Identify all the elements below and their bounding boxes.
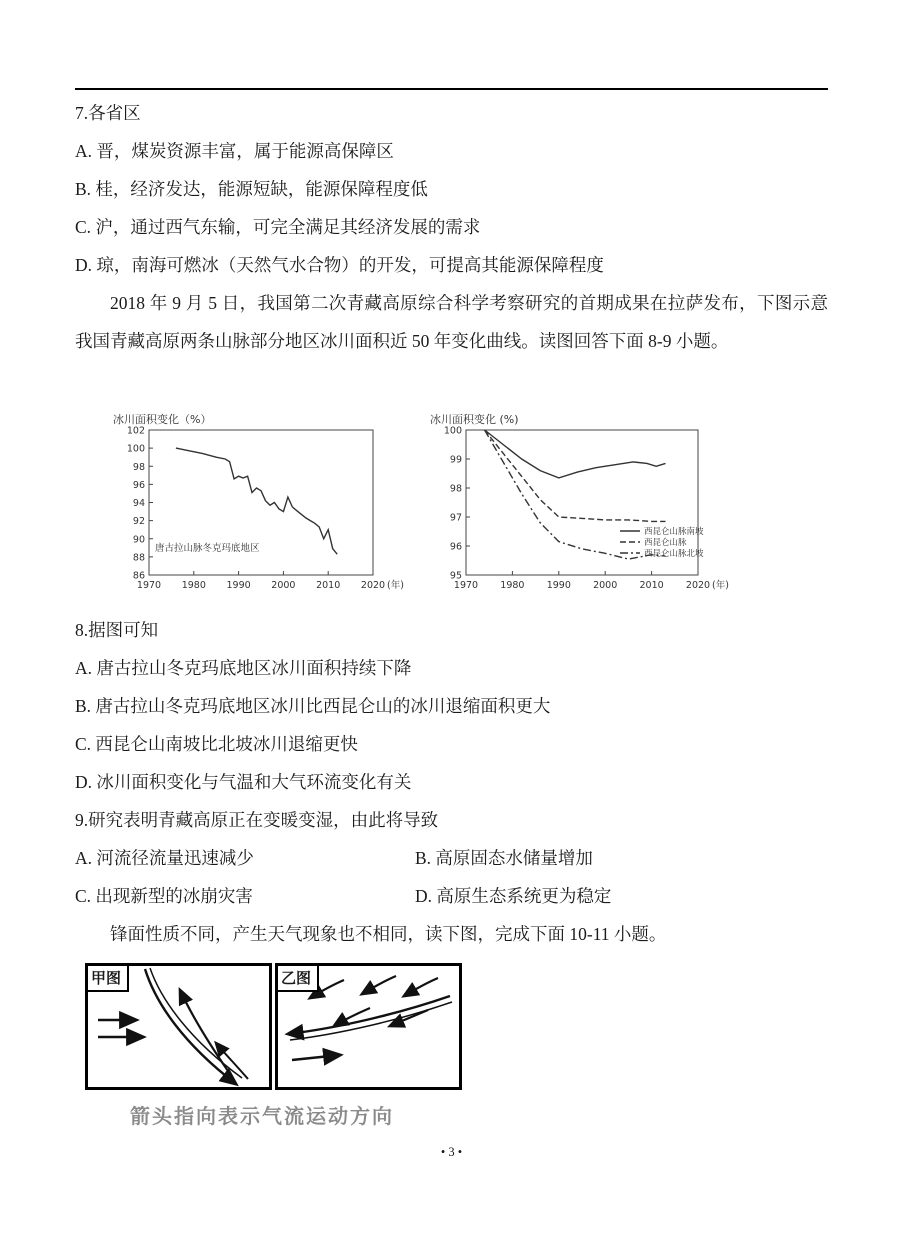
svg-text:1970: 1970 <box>136 580 162 591</box>
svg-text:1970: 1970 <box>453 580 479 591</box>
svg-text:1980: 1980 <box>500 580 525 591</box>
svg-text:88: 88 <box>132 552 145 564</box>
svg-text:(年): (年) <box>387 580 404 591</box>
svg-text:1980: 1980 <box>181 580 206 591</box>
svg-text:冰川面积变化 (%): 冰川面积变化 (%) <box>430 413 519 426</box>
passage-glacier: 2018 年 9 月 5 日，我国第二次青藏高原综合科学考察研究的首期成果在拉萨发布，下图示意我国青藏高原两条山脉部分地区冰川面积近 50 年变化曲线。读图回答下面 8-9 小题。 <box>75 293 828 351</box>
svg-text:99: 99 <box>449 454 462 466</box>
svg-text:2010: 2010 <box>316 580 341 591</box>
chart-tanggula-glacier <box>113 412 413 597</box>
svg-text:西昆仑山脉: 西昆仑山脉 <box>644 538 687 548</box>
diagram-caption: 箭头指向表示气流运动方向 <box>130 1106 394 1128</box>
question7-option-a: A. 晋，煤炭资源丰富，属于能源高保障区 <box>75 141 394 161</box>
chart-kunlun-glacier <box>430 412 760 597</box>
passage-front: 锋面性质不同，产生天气现象也不相同，读下图，完成下面 10-11 小题。 <box>110 924 667 944</box>
question9-option-d: D. 高原生态系统更为稳定 <box>415 886 612 906</box>
svg-text:86: 86 <box>132 570 145 582</box>
svg-text:(年): (年) <box>712 580 729 591</box>
svg-text:2000: 2000 <box>271 580 296 591</box>
question8-option-a: A. 唐古拉山冬克玛底地区冰川面积持续下降 <box>75 658 412 678</box>
question9-option-b: B. 高原固态水储量增加 <box>415 848 593 868</box>
question7-stem: 7.各省区 <box>75 103 141 123</box>
svg-text:98: 98 <box>449 483 462 495</box>
svg-text:102: 102 <box>126 425 145 437</box>
svg-text:2000: 2000 <box>593 580 618 591</box>
diagram-yi-label: 乙图 <box>278 966 319 992</box>
svg-text:96: 96 <box>132 479 145 491</box>
page-number: • 3 • <box>440 1145 463 1159</box>
svg-text:1990: 1990 <box>226 580 251 591</box>
question9-options-row-1 <box>75 839 828 877</box>
svg-text:100: 100 <box>443 425 462 437</box>
svg-text:98: 98 <box>132 461 145 473</box>
question9-stem: 9.研究表明青藏高原正在变暖变湿，由此将导致 <box>75 810 439 830</box>
svg-text:100: 100 <box>126 443 145 455</box>
svg-text:唐古拉山脉冬克玛底地区: 唐古拉山脉冬克玛底地区 <box>155 543 260 554</box>
diagram-jia-label: 甲图 <box>88 966 129 992</box>
question9-option-c: C. 出现新型的冰崩灾害 <box>75 886 253 906</box>
question-9 <box>75 801 828 915</box>
question-8 <box>75 611 828 801</box>
question8-option-d: D. 冰川面积变化与气温和大气环流变化有关 <box>75 772 412 792</box>
svg-text:94: 94 <box>132 498 145 509</box>
header-rule <box>75 88 828 90</box>
glacier-charts <box>113 412 828 597</box>
svg-text:2020: 2020 <box>685 580 711 591</box>
question8-option-b: B. 唐古拉山冬克玛底地区冰川比西昆仑山的冰川退缩面积更大 <box>75 696 551 716</box>
question9-options-row-2 <box>75 877 828 915</box>
svg-text:冰川面积变化（%）: 冰川面积变化（%） <box>113 413 212 426</box>
question-7 <box>75 94 828 284</box>
front-diagram-yi <box>275 963 462 1090</box>
svg-text:90: 90 <box>132 534 145 546</box>
svg-text:92: 92 <box>132 516 145 528</box>
svg-text:西昆仑山脉北坡: 西昆仑山脉北坡 <box>644 549 704 559</box>
svg-text:2020: 2020 <box>360 580 386 591</box>
svg-text:2010: 2010 <box>639 580 664 591</box>
question7-option-c: C. 沪，通过西气东输，可完全满足其经济发展的需求 <box>75 217 481 237</box>
front-diagrams <box>85 963 828 1090</box>
svg-text:西昆仑山脉南坡: 西昆仑山脉南坡 <box>644 527 704 537</box>
question7-option-b: B. 桂，经济发达，能源短缺，能源保障程度低 <box>75 179 428 199</box>
svg-text:95: 95 <box>449 570 462 582</box>
front-diagram-jia <box>85 963 272 1090</box>
svg-text:97: 97 <box>449 512 462 524</box>
question7-option-d: D. 琼，南海可燃冰（天然气水合物）的开发，可提高其能源保障程度 <box>75 255 604 275</box>
question9-option-a: A. 河流径流量迅速减少 <box>75 848 254 868</box>
svg-text:96: 96 <box>449 541 462 553</box>
svg-text:1990: 1990 <box>546 580 571 591</box>
question8-option-c: C. 西昆仑山南坡比北坡冰川退缩更快 <box>75 734 358 754</box>
question8-stem: 8.据图可知 <box>75 620 159 640</box>
